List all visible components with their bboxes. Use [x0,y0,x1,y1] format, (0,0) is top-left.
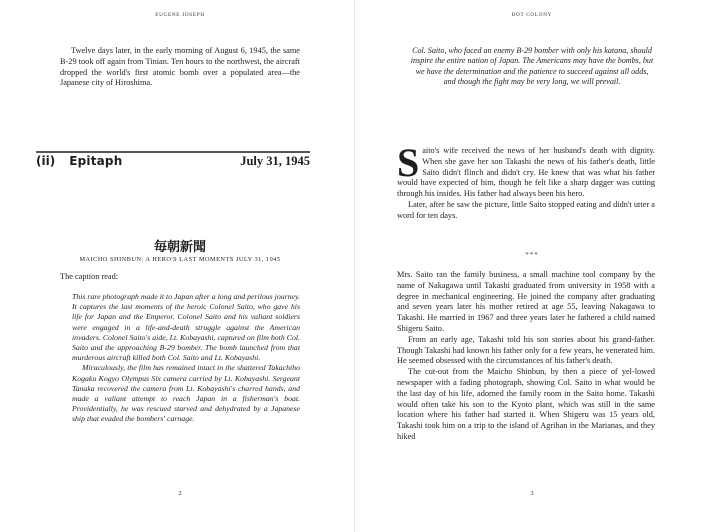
caption-intro-block [60,272,300,283]
paragraph-2: From an early age, Takashi told his son stories about his grand-father. Though Takashi had known his father only for a few years, he venerated him. He seemed obsessed with the circumstances of his father's death. [397,334,655,366]
paragraph-3: The cut-out from the Maicho Shinbun, by then a piece of yel-lowed newspaper with a fading photograph, showing Col. Saito in what would be the last day of his life, adorned the family room in the Saito home. Takashi would often take his son to the Kyoto plant, which was still in the same location where his father had started it. When Shigeru was 15 years old, Takashi took him on a trip to the island of Agrihan in the Marianas, and they hiked [397,367,655,441]
caption-body [72,292,300,425]
opening-paragraph: aito's wife received the news of her husband's death with dignity. When she gave her son Takashi the news of his father's death, little Saito didn't flinch and didn't cry. He knew that was what his father would have expected of him, though he felt like a sharp dagger was cutting through his insides. His father had always been his hero. [397,146,655,199]
main-text-block [397,270,655,443]
chapter-date: July 31, 1945 [240,154,310,168]
caption-title: MAICHO SHINBUN: A HERO'S LAST MOMENTS JULY 31, 1945 [79,256,281,263]
intro-paragraph: Twelve days later, in the early morning of August 6, 1945, the same B-29 took off again from Tinian. Ten hours to the northwest, the aircraft dropped the world's first atomic bomb over a populated area—the Japanese city of Hiroshima. [60,46,300,88]
second-paragraph: Later, after he saw the picture, little Saito stopped eating and didn't utter a word for ten days. [397,199,655,220]
opening-paragraph-block [397,140,655,222]
caption-intro: The caption read: [60,272,119,281]
caption-paragraph-2: Miraculously, the film has remained intact in the shattered Takachiho Kogaku Kogyo Olympus Six camera carried by Lt. Kobayashi. Sergeant Tanaka recovered the camera from Lt. Kobayashi's charred hands, and made a valiant attempt to reach Japan in a fisherman's boat. Providentially, he was rescued starved and dehydrated by a Japanese ship that evaded the bombers' carnage. [72,363,300,424]
caption-paragraph-1: This rare photograph made it to Japan after a long and perilous journey. It captures the last moments of the heroic Colonel Saito, who gave his life for Japan and the Emperor. Colonel Saito and his valiant soldiers were engaged in a life-and-death struggle against the American invaders. Colonel Saito's aide, Lt. Kobayashi, captured on film both Col. Saito and the approaching B-29 bomber. The bomb launched from that murderous aircraft killed both Col. Saito and Lt. Kobayashi. [72,292,300,363]
page-number-left: 2 [178,490,182,497]
page-number-right: 3 [530,490,534,497]
section-separator: *** [525,251,539,259]
epigraph-quote: Col. Saito, who faced an enemy B-29 bomber with only his katana, should inspire the entire nation of Japan. The Americans may have the bombs, but we have the determination and the patience to succeed against all odds, and though the fight may be very long, we will prevail. [410,46,654,87]
left-page [0,0,354,532]
quote-block [410,46,654,88]
chapter-number: (ii) [36,154,56,168]
running-head-title: BOT COLONY [511,12,553,18]
drop-cap-letter: S [397,140,420,185]
chapter-heading [36,154,310,169]
right-page [355,0,709,532]
running-head-author: EUGENE JOSEPH [155,12,205,18]
paragraph-1: Mrs. Saito ran the family business, a small machine tool company by the name of Nakagawa until Takashi graduated from university in 1958 with a degree in mechanical engineering. He joined the company after graduating and seven years later his mother retired at age 55, leaving Nakagawa to Takashi. He married in 1967 and three years later he fathered a child named Shigeru Saito. [397,270,655,333]
chapter-title: Epitaph [69,154,123,168]
newspaper-name-kanji: 毎朝新聞 [153,240,206,255]
chapter-rule [36,151,310,153]
intro-paragraph-block [60,46,300,89]
